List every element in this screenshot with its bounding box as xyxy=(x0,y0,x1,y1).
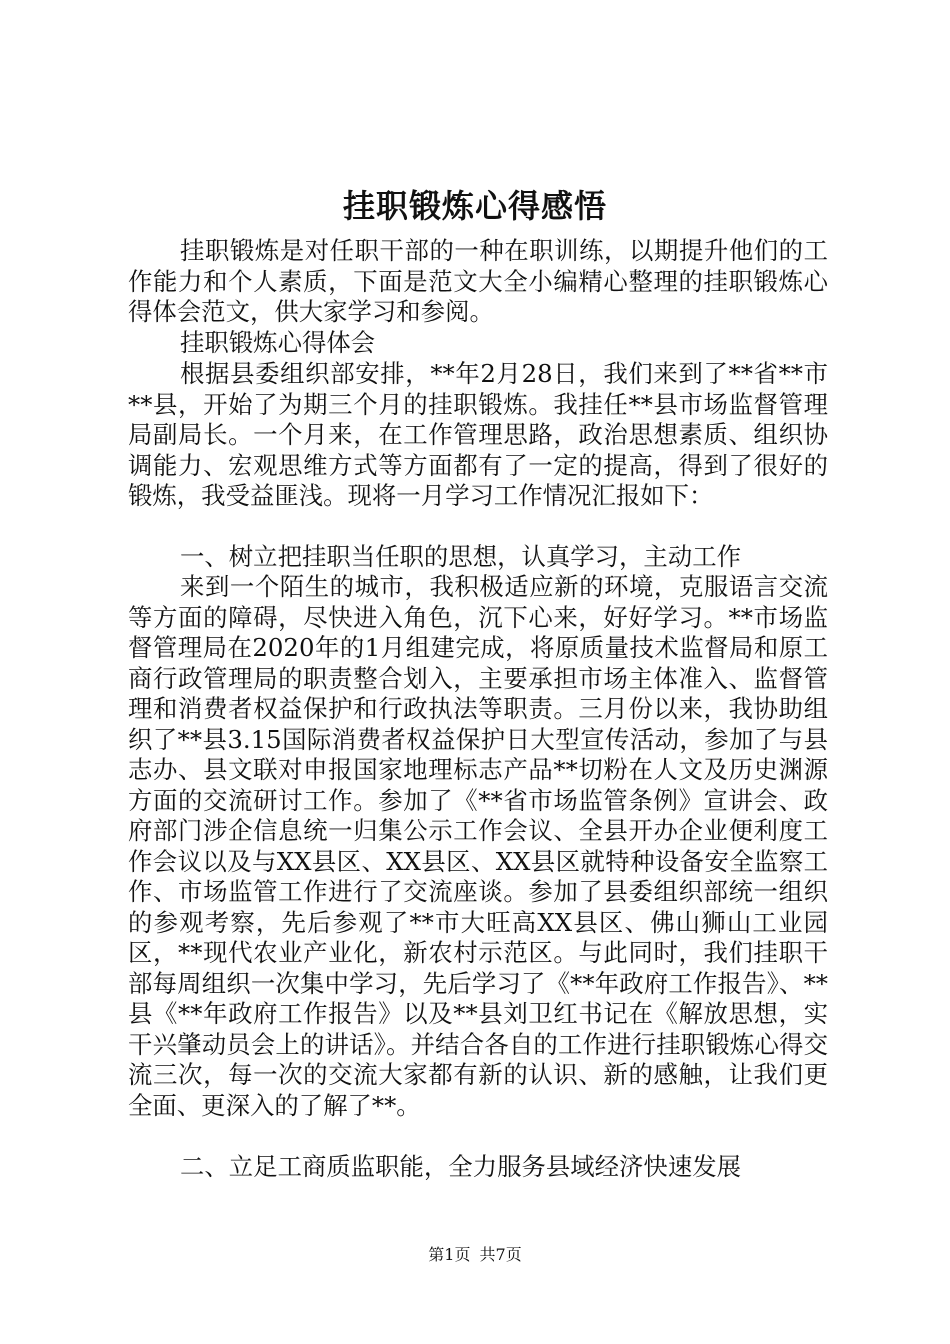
section-heading-2: 二、立足工商质监职能，全力服务县域经济快速发展 xyxy=(180,1152,741,1181)
section-subtitle: 挂职锻炼心得体会 xyxy=(180,328,376,357)
body-paragraph: 来到一个陌生的城市，我积极适应新的环境，克服语言交流等方面的障碍，尽快进入角色，沉下心来，好好学习。**市场监督管理局在2020年的1月组建完成，将原质量技术监督局和原工商行政管理局的职责整合划入，主要承担市场主体准入、监督管理和消费者权益保护和行政执法等职责。三月份以来，我协助组织了**县3.15国际消费者权益保护日大型宣传活动，参加了与县志办、县文联对申报国家地理标志产品**切粉在人文及历史渊源方面的交流研讨工作。参加了《**省市场监管条例》宣讲会、政府部门涉企信息统一归集公示工作会议、全县开办企业便利度工作会议以及与XX县区、XX县区、XX县区就特种设备安全监察工作、市场监管工作进行了交流座谈。参加了县委组织部统一组织的参观考察，先后参观了**市大旺高XX县区、佛山狮山工业园区，**现代农业产业化，新农村示范区。与此同时，我们挂职干部每周组织一次集中学习，先后学习了《**年政府工作报告》、**县《**年政府工作报告》以及**县刘卫红书记在《解放思想，实干兴肇动员会上的讲话》。并结合各自的工作进行挂职锻炼心得交流三次，每一次的交流大家都有新的认识、新的感触，让我们更全面、更深入的了解了**。 xyxy=(128,572,828,1120)
intro-paragraph: 挂职锻炼是对任职干部的一种在职训练，以期提升他们的工作能力和个人素质，下面是范文大全小编精心整理的挂职锻炼心得体会范文，供大家学习和参阅。 xyxy=(128,236,828,326)
page-footer xyxy=(0,1245,950,1265)
document-title: 挂职锻炼心得感悟 xyxy=(342,187,607,225)
page-total: 共7页 xyxy=(479,1245,522,1264)
body-paragraph: 根据县委组织部安排，**年2月28日，我们来到了**省**市**县，开始了为期三个月的挂职锻炼。我挂任**县市场监督管理局副局长。一个月来，在工作管理思路，政治思想素质、组织协调能力、宏观思维方式等方面都有了一定的提高，得到了很好的锻炼，我受益匪浅。现将一月学习工作情况汇报如下： xyxy=(128,359,828,510)
section-heading-1: 一、树立把挂职当任职的思想，认真学习，主动工作 xyxy=(180,542,741,571)
page-number: 第1页 xyxy=(428,1245,471,1264)
